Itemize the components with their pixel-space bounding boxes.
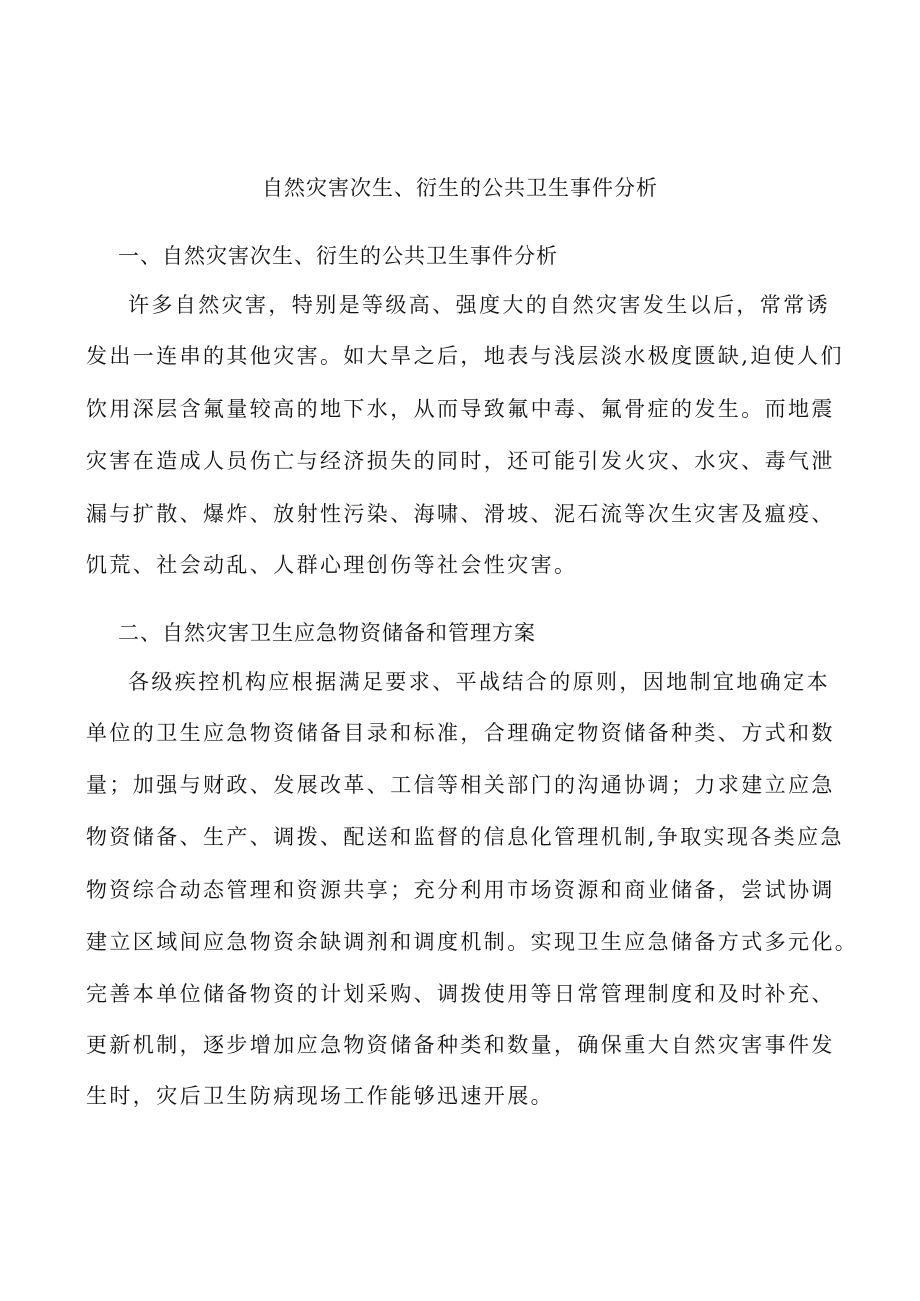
section-2-heading: 二、自然灾害卫生应急物资储备和管理方案 bbox=[118, 621, 536, 645]
section-1-paragraph-line: 发出一连串的其他灾害。如大旱之后，地表与浅层淡水极度匮缺,迫使人们 bbox=[86, 344, 844, 368]
section-2-paragraph-line: 单位的卫生应急物资储备目录和标准，合理确定物资储备种类、方式和数 bbox=[86, 721, 835, 745]
section-1-paragraph-line: 灾害在造成人员伤亡与经济损失的同时，还可能引发火灾、水灾、毒气泄 bbox=[86, 449, 835, 473]
section-1-paragraph-line: 许多自然灾害，特别是等级高、强度大的自然灾害发生以后，常常诱 bbox=[128, 293, 830, 317]
section-1-paragraph-line: 饥荒、社会动乱、人群心理创伤等社会性灾害。 bbox=[86, 553, 578, 577]
document-title: 自然灾害次生、衍生的公共卫生事件分析 bbox=[262, 176, 658, 200]
section-2-paragraph-line: 物资储备、生产、调拨、配送和监督的信息化管理机制,争取实现各类应急 bbox=[86, 825, 844, 849]
section-2-paragraph-line: 生时，灾后卫生防病现场工作能够迅速开展。 bbox=[86, 1084, 554, 1108]
section-2-paragraph-line: 更新机制，逐步增加应急物资储备种类和数量，确保重大自然灾害事件发 bbox=[86, 1033, 835, 1057]
section-2-paragraph-line: 量；加强与财政、发展改革、工信等相关部门的沟通协调；力求建立应急 bbox=[86, 773, 835, 797]
section-1-heading: 一、自然灾害次生、衍生的公共卫生事件分析 bbox=[118, 244, 558, 268]
section-2-paragraph-line: 各级疾控机构应根据满足要求、平战结合的原则，因地制宜地确定本 bbox=[128, 670, 830, 694]
section-1-paragraph-line: 饮用深层含氟量较高的地下水，从而导致氟中毒、氟骨症的发生。而地震 bbox=[86, 397, 835, 421]
section-2-paragraph-line: 物资综合动态管理和资源共享；充分利用市场资源和商业储备，尝试协调 bbox=[86, 878, 835, 902]
section-2-paragraph-line: 完善本单位储备物资的计划采购、调拨使用等日常管理制度和及时补充、 bbox=[86, 982, 835, 1006]
section-2-paragraph-line: 建立区域间应急物资余缺调剂和调度机制。实现卫生应急储备方式多元化。 bbox=[86, 930, 859, 954]
section-1-paragraph-line: 漏与扩散、爆炸、放射性污染、海啸、滑坡、泥石流等次生灾害及瘟疫、 bbox=[86, 502, 835, 526]
